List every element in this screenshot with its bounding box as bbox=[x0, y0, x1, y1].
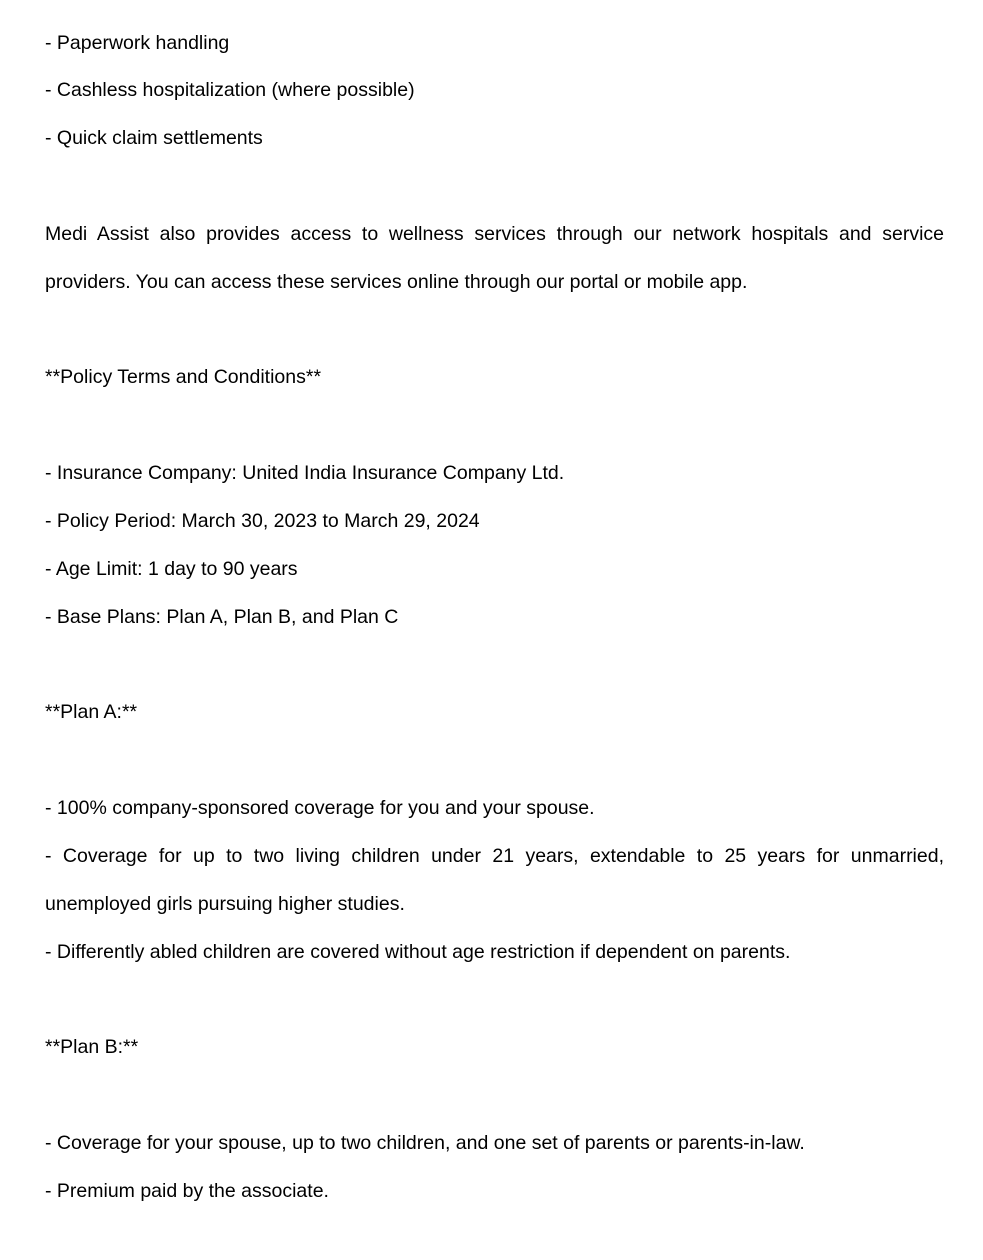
plan-a-item-differently-abled: - Differently abled children are covered without age restriction if dependent on parents. bbox=[45, 941, 791, 963]
plan-a-item-children-line-1: - Coverage for up to two living children under 21 years, extendable to 25 years for unmarried, bbox=[45, 845, 944, 867]
bullet-cashless-hospitalization: - Cashless hospitalization (where possible) bbox=[45, 79, 415, 101]
policy-terms-heading: **Policy Terms and Conditions** bbox=[45, 366, 322, 388]
policy-item-insurance-company: - Insurance Company: United India Insurance Company Ltd. bbox=[45, 462, 565, 484]
plan-b-heading: **Plan B:** bbox=[45, 1036, 139, 1058]
wellness-paragraph-line-2: providers. You can access these services online through our portal or mobile app. bbox=[45, 271, 748, 293]
plan-b-item-coverage-family: - Coverage for your spouse, up to two children, and one set of parents or parents-in-law. bbox=[45, 1132, 805, 1154]
plan-a-heading: **Plan A:** bbox=[45, 701, 138, 723]
policy-item-base-plans: - Base Plans: Plan A, Plan B, and Plan C bbox=[45, 606, 399, 628]
policy-item-policy-period: - Policy Period: March 30, 2023 to March 29, 2024 bbox=[45, 510, 480, 532]
plan-b-item-premium: - Premium paid by the associate. bbox=[45, 1180, 329, 1202]
policy-item-age-limit: - Age Limit: 1 day to 90 years bbox=[45, 558, 298, 580]
plan-a-item-children-line-2: unemployed girls pursuing higher studies. bbox=[45, 893, 405, 915]
plan-a-item-coverage-spouse: - 100% company-sponsored coverage for you and your spouse. bbox=[45, 797, 595, 819]
bullet-quick-claim-settlements: - Quick claim settlements bbox=[45, 127, 263, 149]
wellness-paragraph-line-1: Medi Assist also provides access to wellness services through our network hospitals and service bbox=[45, 223, 944, 245]
bullet-paperwork-handling: - Paperwork handling bbox=[45, 32, 230, 54]
